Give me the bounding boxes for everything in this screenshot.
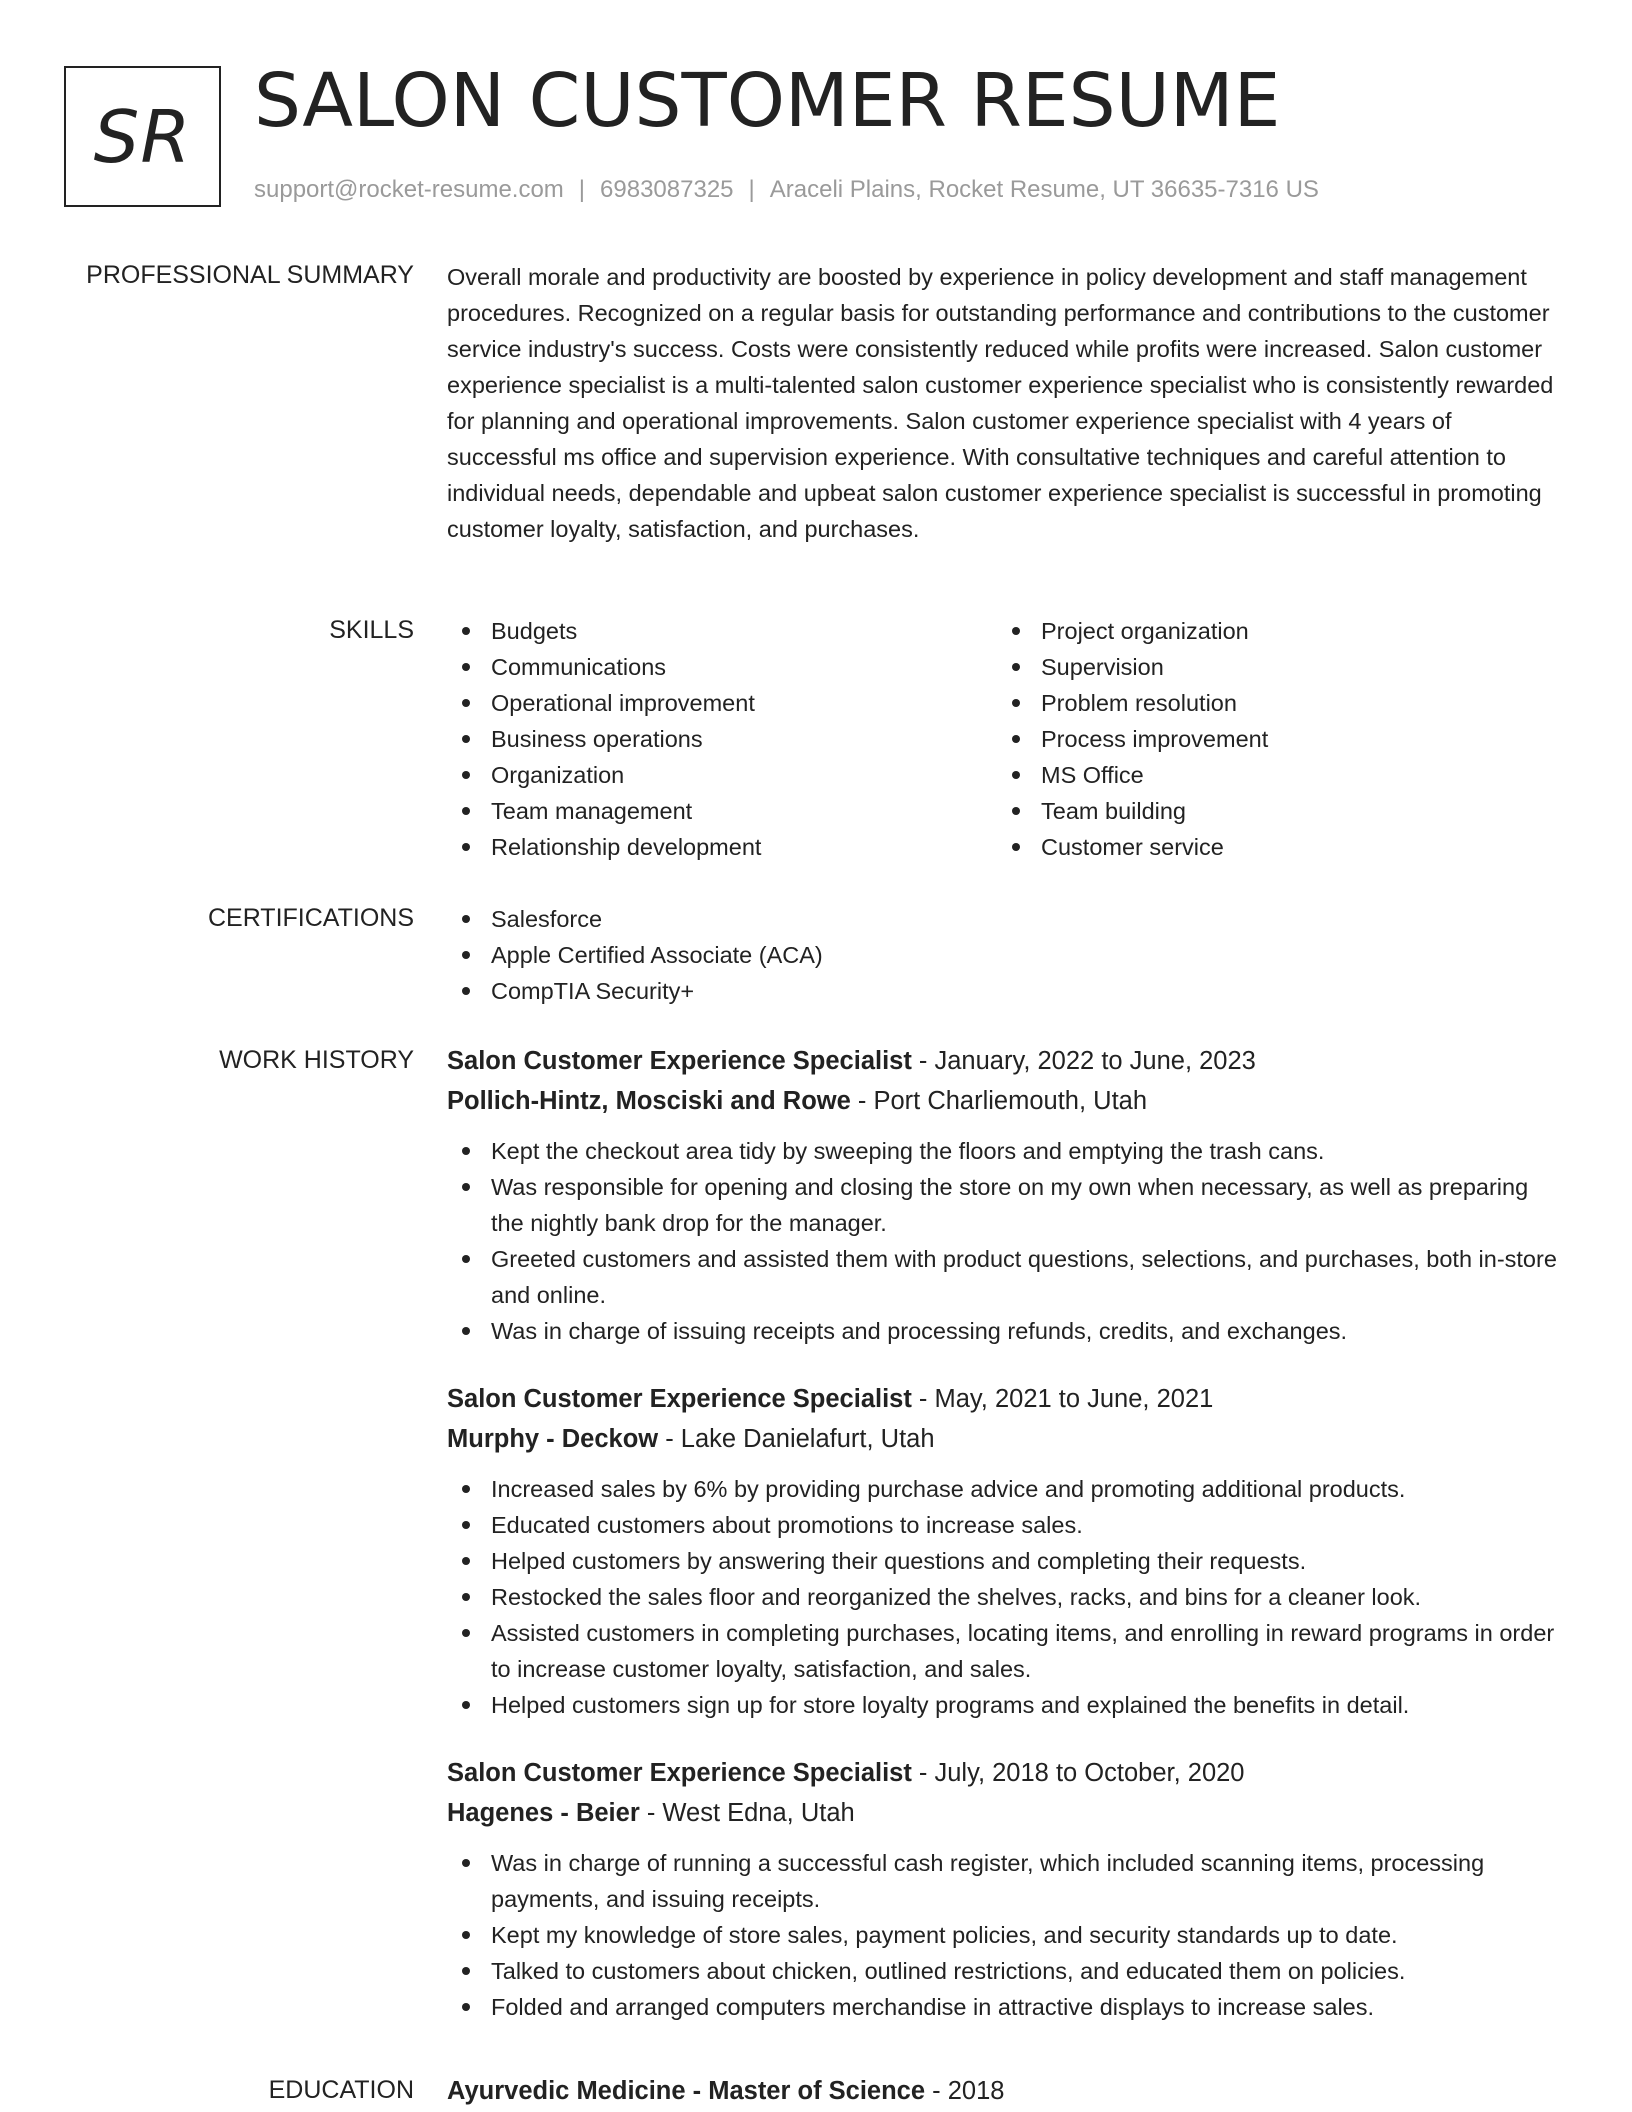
skill-item: Operational improvement	[447, 685, 997, 721]
initials-monogram: SR	[64, 66, 221, 207]
certification-item: Salesforce	[447, 901, 1567, 937]
job-title: Salon Customer Experience Specialist	[447, 1047, 912, 1075]
contact-line	[254, 175, 1319, 205]
contact-phone[interactable]: 6983087325	[600, 176, 734, 203]
job-company: Pollich-Hintz, Mosciski and Rowe	[447, 1087, 851, 1115]
job-title: Salon Customer Experience Specialist	[447, 1759, 912, 1787]
job-title-line	[447, 1379, 1567, 1419]
job-bullet: Was responsible for opening and closing the store on my own when necessary, as well as preparing the nightly bank drop for the manager.	[447, 1169, 1567, 1241]
job-company-line	[447, 1793, 1567, 1833]
job-entry	[447, 1041, 1567, 1349]
job-company: Murphy - Deckow	[447, 1425, 659, 1453]
job-bullets	[447, 1845, 1567, 2025]
skill-item: Problem resolution	[997, 685, 1547, 721]
job-bullet: Was in charge of running a successful cash register, which included scanning items, processing payments, and issuing receipts.	[447, 1845, 1567, 1917]
job-dates: - May, 2021 to June, 2021	[911, 1385, 1214, 1413]
job-bullet: Helped customers sign up for store loyalty programs and explained the benefits in detail.	[447, 1687, 1567, 1723]
skill-item: Customer service	[997, 829, 1547, 865]
job-dates: - January, 2022 to June, 2023	[911, 1047, 1256, 1075]
job-bullet: Folded and arranged computers merchandise in attractive displays to increase sales.	[447, 1989, 1567, 2025]
section-label-summary: PROFESSIONAL SUMMARY	[86, 261, 414, 289]
contact-address: Araceli Plains, Rocket Resume, UT 36635-7316 US	[769, 176, 1319, 203]
education-year: - 2018	[925, 2077, 1005, 2105]
job-bullet: Educated customers about promotions to increase sales.	[447, 1507, 1567, 1543]
skill-item: Process improvement	[997, 721, 1547, 757]
job-bullet: Kept my knowledge of store sales, payment policies, and security standards up to date.	[447, 1917, 1567, 1953]
job-entry	[447, 1753, 1567, 2025]
job-bullet: Restocked the sales floor and reorganized the shelves, racks, and bins for a cleaner look.	[447, 1579, 1567, 1615]
job-company-line	[447, 1419, 1567, 1459]
job-location: - West Edna, Utah	[639, 1799, 855, 1827]
skill-item: Supervision	[997, 649, 1547, 685]
job-bullets	[447, 1471, 1567, 1723]
job-title: Salon Customer Experience Specialist	[447, 1385, 912, 1413]
job-bullet: Assisted customers in completing purchases, locating items, and enrolling in reward programs in order to increase customer loyalty, satisfaction, and sales.	[447, 1615, 1567, 1687]
job-bullets	[447, 1133, 1567, 1349]
job-company-line	[447, 1081, 1567, 1121]
section-label-certifications: CERTIFICATIONS	[207, 904, 414, 932]
skills-list-right	[997, 613, 1547, 865]
resume-title: SALON CUSTOMER RESUME	[254, 58, 1281, 144]
skill-item: Project organization	[997, 613, 1547, 649]
job-bullet: Increased sales by 6% by providing purchase advice and promoting additional products.	[447, 1471, 1567, 1507]
certification-item: Apple Certified Associate (ACA)	[447, 937, 1567, 973]
section-label-work-history: WORK HISTORY	[219, 1046, 414, 1074]
job-bullet: Talked to customers about chicken, outlined restrictions, and educated them on policies.	[447, 1953, 1567, 1989]
job-company: Hagenes - Beier	[447, 1799, 640, 1827]
section-label-education: EDUCATION	[268, 2076, 414, 2104]
certifications-list	[447, 901, 1567, 1009]
job-title-line	[447, 1041, 1567, 1081]
job-location: - Lake Danielafurt, Utah	[658, 1425, 935, 1453]
contact-separator: |	[748, 176, 755, 203]
job-bullet: Helped customers by answering their questions and completing their requests.	[447, 1543, 1567, 1579]
skill-item: Communications	[447, 649, 997, 685]
education-degree: Ayurvedic Medicine - Master of Science	[447, 2077, 926, 2105]
job-location: - Port Charliemouth, Utah	[850, 1087, 1148, 1115]
contact-separator: |	[578, 176, 586, 203]
skill-item: Organization	[447, 757, 997, 793]
skill-item: MS Office	[997, 757, 1547, 793]
skill-item: Relationship development	[447, 829, 997, 865]
job-dates: - July, 2018 to October, 2020	[911, 1759, 1245, 1787]
job-bullet: Was in charge of issuing receipts and processing refunds, credits, and exchanges.	[447, 1313, 1567, 1349]
section-label-skills: SKILLS	[329, 616, 414, 644]
education-line	[447, 2071, 1567, 2111]
summary-text: Overall morale and productivity are boosted by experience in policy development and staff management procedures. Recognized on a regular basis for outstanding performance and contributions to the customer service industry's success. Costs were consistently reduced while profits were increased. Salon customer experience specialist is a multi-talented salon customer experience specialist who is consistently rewarded for planning and operational improvements. Salon customer experience specialist with 4 years of successful ms office and supervision experience. With consultative techniques and careful attention to individual needs, dependable and upbeat salon customer experience specialist is successful in promoting customer loyalty, satisfaction, and purchases.	[447, 264, 1554, 542]
skills-list-left	[447, 613, 997, 865]
skill-item: Budgets	[447, 613, 997, 649]
job-title-line	[447, 1753, 1567, 1793]
job-bullet: Kept the checkout area tidy by sweeping the floors and emptying the trash cans.	[447, 1133, 1567, 1169]
certification-item: CompTIA Security+	[447, 973, 1567, 1009]
contact-email[interactable]: support@rocket-resume.com	[254, 176, 564, 203]
skill-item: Business operations	[447, 721, 997, 757]
skill-item: Team management	[447, 793, 997, 829]
job-bullet: Greeted customers and assisted them with product questions, selections, and purchases, both in-store and online.	[447, 1241, 1567, 1313]
job-entry	[447, 1379, 1567, 1723]
skill-item: Team building	[997, 793, 1547, 829]
